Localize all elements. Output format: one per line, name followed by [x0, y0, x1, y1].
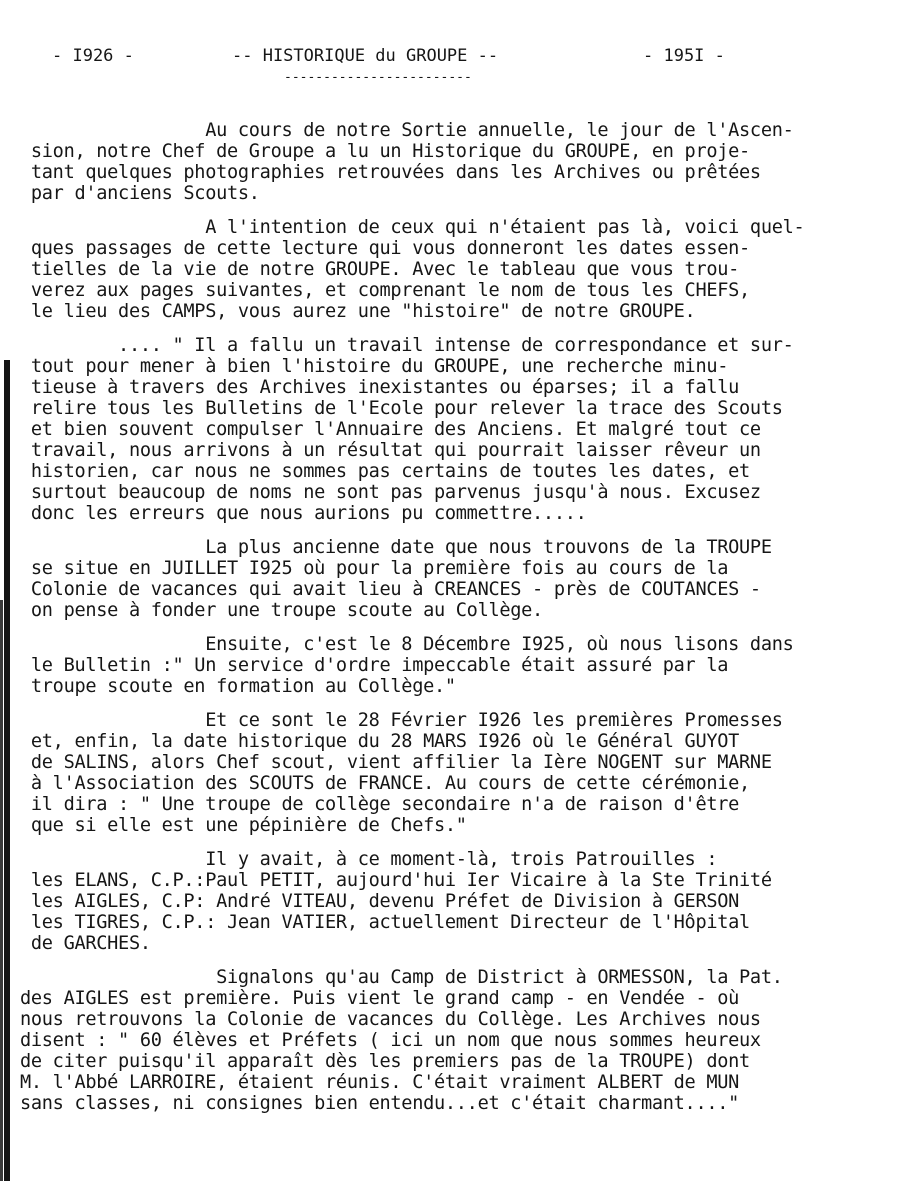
text-line: de GARCHES. [20, 933, 151, 954]
text-line: il dira : " Une troupe de collège secondaire n'a de raison d'être [20, 794, 740, 815]
scan-edge-shadow [4, 360, 10, 1181]
text-line: ques passages de cette lecture qui vous donneront les dates essen- [20, 238, 750, 259]
paragraph [20, 537, 850, 621]
text-line: que si elle est une pépinière de Chefs." [20, 815, 467, 836]
text-line: et, enfin, la date historique du 28 MARS I926 où le Général GUYOT [20, 731, 740, 752]
text-line: Signalons qu'au Camp de District à ORMESSON, la Pat. [20, 967, 783, 988]
text-line: relire tous les Bulletins de l'Ecole pour relever la trace des Scouts [20, 398, 783, 419]
text-line: La plus ancienne date que nous trouvons de la TROUPE [20, 537, 772, 558]
text-line: nous retrouvons la Colonie de vacances du Collège. Les Archives nous [20, 1009, 761, 1030]
text-line: sans classes, ni consignes bien entendu...et c'était charmant...." [20, 1093, 740, 1114]
paragraph [20, 849, 850, 954]
text-line: Au cours de notre Sortie annuelle, le jour de l'Ascen- [20, 120, 794, 141]
text-line: troupe scoute en formation au Collège." [20, 676, 456, 697]
text-line: les TIGRES, C.P.: Jean VATIER, actuellement Directeur de l'Hôpital [20, 912, 750, 933]
text-line: à l'Association des SCOUTS de FRANCE. Au cours de cette cérémonie, [20, 773, 750, 794]
text-line: se situe en JUILLET I925 où pour la première fois au cours de la [20, 558, 729, 579]
text-line: .... " Il a fallu un travail intense de correspondance et sur- [20, 335, 794, 356]
text-line: tout pour mener à bien l'histoire du GROUPE, une recherche minu- [20, 356, 729, 377]
text-line: disent : " 60 élèves et Préfets ( ici un nom que nous sommes heureux [20, 1030, 761, 1051]
text-line: de citer puisqu'il apparaît dès les premiers pas de la TROUPE) dont [20, 1051, 750, 1072]
document-header [0, 46, 900, 85]
header-title: -- HISTORIQUE du GROUPE -- [232, 46, 499, 66]
text-line: tielles de la vie de notre GROUPE. Avec le tableau que vous trou- [20, 259, 740, 280]
text-line: Colonie de vacances qui avait lieu à CREANCES - près de COUTANCES - [20, 579, 761, 600]
text-line: surtout beaucoup de noms ne sont pas parvenus jusqu'à nous. Excusez [20, 482, 761, 503]
text-line: travail, nous arrivons à un résultat qui pourrait laisser rêveur un [20, 440, 761, 461]
text-line: par d'anciens Scouts. [20, 183, 260, 204]
text-line: sion, notre Chef de Groupe a lu un Historique du GROUPE, en proje- [20, 141, 750, 162]
text-line: les AIGLES, C.P: André VITEAU, devenu Préfet de Division à GERSON [20, 891, 740, 912]
scan-edge-shadow-outer [0, 600, 3, 1181]
text-line: A l'intention de ceux qui n'étaient pas là, voici quel- [20, 217, 805, 238]
text-line: donc les erreurs que nous aurions pu commettre..... [20, 503, 587, 524]
header-year-start: - I926 - [52, 46, 134, 66]
paragraph [20, 217, 850, 322]
text-line: verez aux pages suivantes, et comprenant le nom de tous les CHEFS, [20, 280, 750, 301]
paragraph [20, 967, 850, 1114]
text-line: tant quelques photographies retrouvées dans les Archives ou prêtées [20, 162, 761, 183]
header-year-end: - 195I - [643, 46, 725, 66]
text-line: le lieu des CAMPS, vous aurez une "histoire" de notre GROUPE. [20, 301, 696, 322]
text-line: de SALINS, alors Chef scout, vient affilier la Ière NOGENT sur MARNE [20, 752, 772, 773]
text-line: M. l'Abbé LARROIRE, étaient réunis. C'était vraiment ALBERT de MUN [20, 1072, 740, 1093]
text-line: historien, car nous ne sommes pas certains de toutes les dates, et [20, 461, 750, 482]
text-line: Et ce sont le 28 Février I926 les premières Promesses [20, 710, 783, 731]
paragraph [20, 120, 850, 204]
text-line: le Bulletin :" Un service d'ordre impeccable était assuré par la [20, 655, 729, 676]
paragraph [20, 335, 850, 524]
text-line: et bien souvent compulser l'Annuaire des Anciens. Et malgré tout ce [20, 419, 761, 440]
document-body [20, 120, 850, 1127]
text-line: Il y avait, à ce moment-là, trois Patrouilles : [20, 849, 718, 870]
paragraph [20, 634, 850, 697]
paragraph [20, 710, 850, 836]
header-underline: ------------------------ [284, 70, 472, 85]
text-line: des AIGLES est première. Puis vient le grand camp - en Vendée - où [20, 988, 740, 1009]
text-line: les ELANS, C.P.:Paul PETIT, aujourd'hui Ier Vicaire à la Ste Trinité [20, 870, 772, 891]
text-line: on pense à fonder une troupe scoute au Collège. [20, 600, 543, 621]
text-line: Ensuite, c'est le 8 Décembre I925, où nous lisons dans [20, 634, 794, 655]
text-line: tieuse à travers des Archives inexistantes ou éparses; il a fallu [20, 377, 740, 398]
